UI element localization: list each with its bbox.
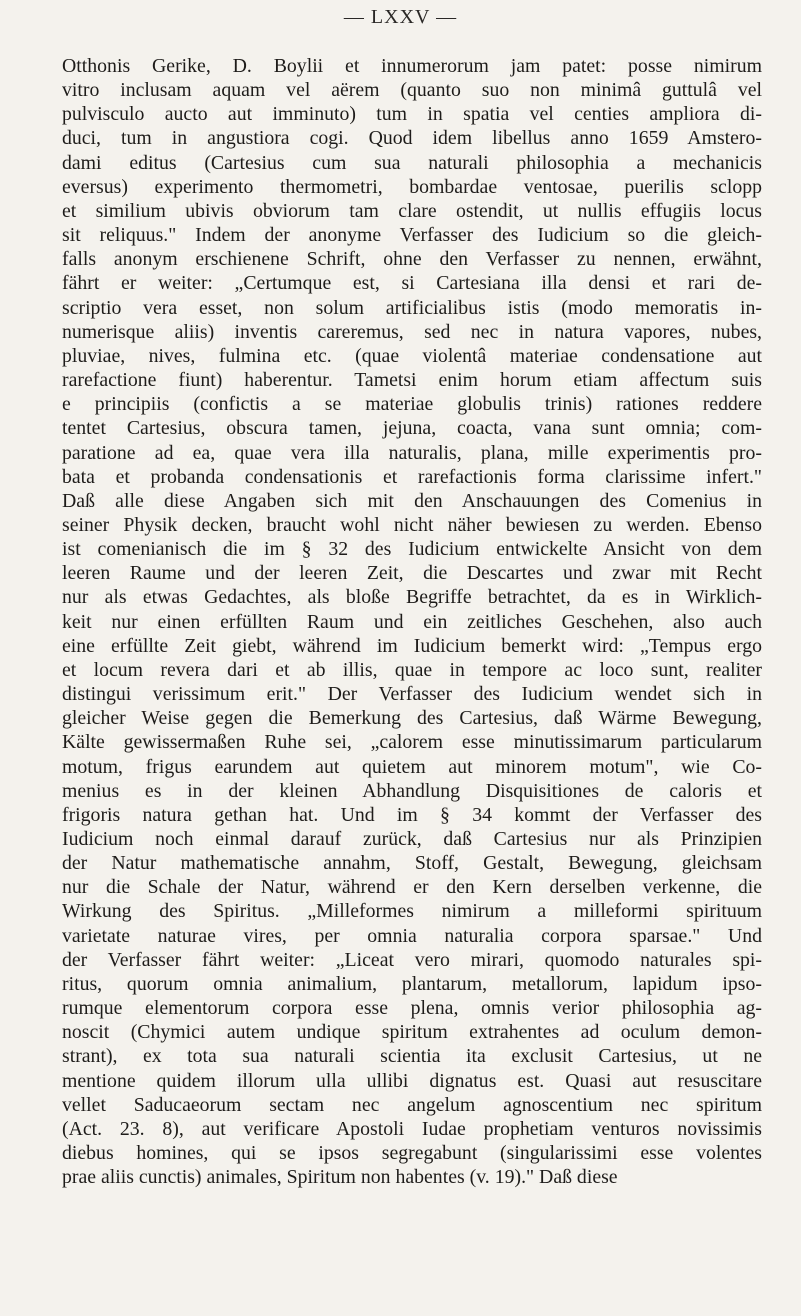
text-line: eversus) experimento thermometri, bombardae ventosae, puerilis sclopp (62, 175, 762, 198)
text-line: vitro inclusam aquam vel aërem (quanto suo non minimâ guttulâ vel (62, 79, 762, 102)
text-line: der Verfasser fährt weiter: „Liceat vero mirari, quomodo naturales spi- (62, 948, 762, 971)
text-line: nur die Schale der Natur, während er den Kern derselben verkenne, die (62, 876, 762, 899)
text-line: ritus, quorum omnia animalium, plantarum, metallorum, lapidum ipso- (62, 972, 762, 995)
text-line: Wirkung des Spiritus. „Milleformes nimirum a milleformi spirituum (62, 900, 762, 923)
text-line: rarefactione fiunt) haberentur. Tametsi enim horum etiam affectum suis (62, 369, 762, 392)
text-line: et similium ubivis obviorum tam clare ostendit, ut nullis effugiis locus (62, 199, 762, 222)
text-line: frigoris natura gethan hat. Und im § 34 kommt der Verfasser des (62, 803, 762, 826)
text-line: eine erfüllte Zeit giebt, während im Iudicium bemerkt wird: „Tempus ergo (62, 634, 762, 657)
text-line: mentione quidem illorum ulla ullibi dignatus est. Quasi aut resuscitare (62, 1069, 762, 1092)
text-line: fährt er weiter: „Certumque est, si Cartesiana illa densi et rari de- (62, 272, 762, 295)
text-line: duci, tum in angustiora cogi. Quod idem libellus anno 1659 Amstero- (62, 127, 762, 150)
text-line: diebus homines, qui se ipsos segregabunt (singularissimi esse volentes (62, 1142, 762, 1165)
text-line: vellet Saducaeorum sectam nec angelum agnoscentium nec spiritum (62, 1093, 762, 1116)
text-line: e principiis (confictis a se materiae globulis trinis) rationes reddere (62, 393, 762, 416)
body-text (62, 54, 762, 1189)
text-line: distingui verissimum erit." Der Verfasser des Iudicium wendet sich in (62, 683, 762, 706)
text-line: prae aliis cunctis) animales, Spiritum non habentes (v. 19)." Daß diese (62, 1166, 618, 1189)
text-line: der Natur mathematische annahm, Stoff, Gestalt, Bewegung, gleichsam (62, 852, 762, 875)
text-line: strant), ex tota sua naturali scientia ita exclusit Cartesius, ut ne (62, 1045, 762, 1068)
text-line: ist comenianisch die im § 32 des Iudicium entwickelte Ansicht von dem (62, 538, 762, 561)
text-line: noscit (Chymici autem undique spiritum extrahentes ad oculum demon- (62, 1021, 762, 1044)
text-line: motum, frigus earundem aut quietem aut minorem motum", wie Co- (62, 755, 762, 778)
text-line: nur als etwas Gedachtes, als bloße Begriffe betrachtet, da es in Wirklich- (62, 586, 762, 609)
text-line: dami editus (Cartesius cum sua naturali philosophia a mechanicis (62, 151, 762, 174)
text-line: sit reliquus." Indem der anonyme Verfasser des Iudicium so die gleich- (62, 224, 762, 247)
text-line: menius es in der kleinen Abhandlung Disquisitiones de caloris et (62, 779, 762, 802)
text-line: et locum revera dari et ab illis, quae in tempore ac loco sunt, realiter (62, 658, 762, 681)
text-line: falls anonym erschienene Schrift, ohne den Verfasser zu nennen, erwähnt, (62, 248, 762, 271)
text-line: Kälte gewissermaßen Ruhe sei, „calorem esse minutissimarum particularum (62, 731, 762, 754)
text-line: rumque elementorum corpora esse plena, omnis verior philosophia ag- (62, 997, 762, 1020)
text-line: bata et probanda condensationis et rarefactionis forma clarissime infert." (62, 465, 762, 488)
text-line: gleicher Weise gegen die Bemerkung des Cartesius, daß Wärme Bewegung, (62, 707, 762, 730)
text-line: paratione ad ea, quae vera illa naturalis, plana, mille experimentis pro- (62, 441, 762, 464)
text-line: tentet Cartesius, obscura tamen, jejuna, coacta, vana sunt omnia; com- (62, 417, 762, 440)
text-line: Iudicium noch einmal darauf zurück, daß Cartesius nur als Prinzipien (62, 828, 762, 850)
text-line: scriptio vera esset, non solum artificialibus istis (modo memoratis in- (62, 296, 762, 319)
text-line: varietate naturae vires, per omnia naturalia corpora sparsae." Und (62, 924, 762, 947)
text-line: keit nur einen erfüllten Raum und ein zeitliches Geschehen, also auch (62, 610, 762, 633)
text-line: pulvisculo aucto aut imminuto) tum in spatia vel centies ampliora di- (62, 103, 762, 126)
text-line: (Act. 23. 8), aut verificare Apostoli Iudae prophetiam venturos novissimis (62, 1117, 762, 1140)
text-line: pluviae, nives, fulmina etc. (quae violentâ materiae condensatione aut (62, 344, 762, 367)
text-line: Daß alle diese Angaben sich mit den Anschauungen des Comenius in (62, 489, 762, 512)
text-line: numerisque aliis) inventis careremus, sed nec in natura vapores, nubes, (62, 320, 762, 343)
text-line: seiner Physik decken, braucht wohl nicht näher bewiesen zu werden. Ebenso (62, 513, 762, 536)
text-line: Otthonis Gerike, D. Boylii et innumerorum jam patet: posse nimirum (62, 55, 762, 77)
page-number-header: — LXXV — (343, 6, 458, 28)
text-line: leeren Raume und der leeren Zeit, die Descartes und zwar mit Recht (62, 562, 762, 585)
